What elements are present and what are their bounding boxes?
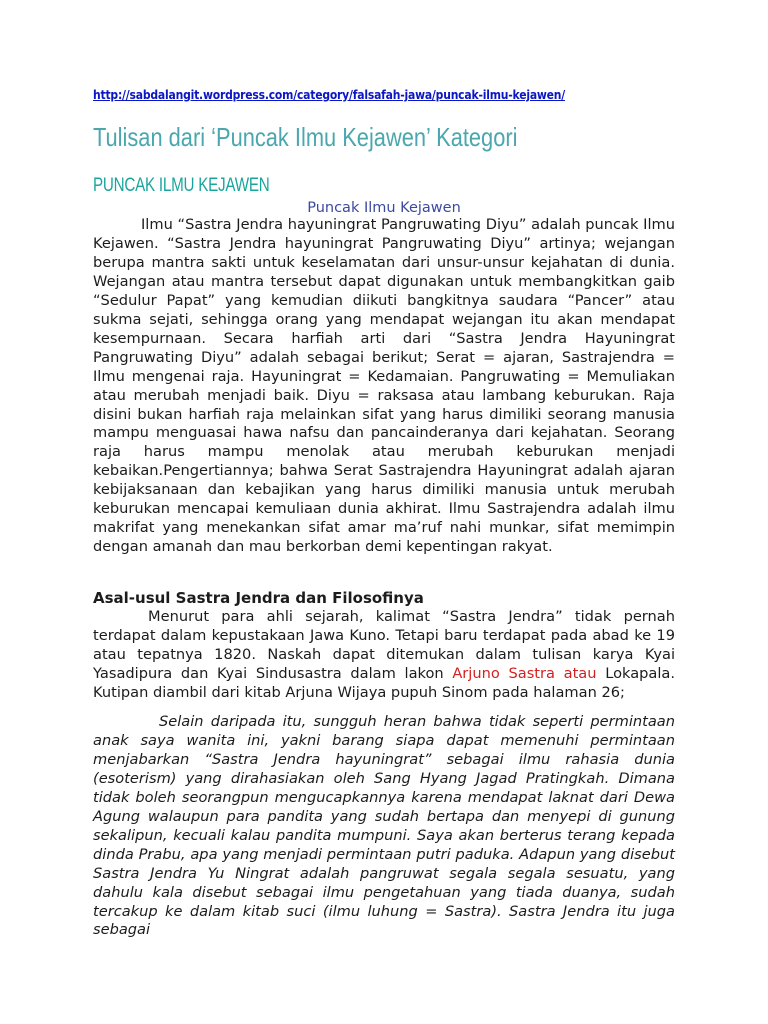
source-url-link[interactable]: http://sabdalangit.wordpress.com/category/falsafah-jawa/puncak-ilmu-kejawen/ (93, 88, 566, 102)
article-paragraph-3-quote (93, 713, 675, 940)
article-title: Puncak Ilmu Kejawen (307, 200, 461, 216)
section-heading: Asal-usul Sastra Jendra dan Filosofinya (93, 589, 424, 607)
paragraph-1-text: Ilmu “Sastra Jendra hayuningrat Pangruwating Diyu” adalah puncak Ilmu Kejawen. “Sastra Jendra hayuningrat Pangruwating Diyu” artinya; wejangan berupa mantra sakti untuk keselamatan dari unsur-unsur kejahatan di dunia. Wejangan atau mantra tersebut dapat digunakan untuk membangkitkan gaib “Sedulur Papat” yang kemudian diikuti bangkitnya saudara “Pancer” atau sukma sejati, sehingga orang yang mendapat wejangan itu akan mendapat kesempurnaan. Secara harfiah arti dari “Sastra Jendra Hayuningrat Pangruwating Diyu” adalah sebagai berikut; Serat = ajaran, Sastrajendra = Ilmu mengenai raja. Hayuningrat = Kedamaian. Pangruwating = Memuliakan atau merubah menjadi baik. Diyu = raksasa atau lambang keburukan. Raja disini bukan harfiah raja melainkan sifat yang harus dimiliki seorang manusia mampu menguasai hawa nafsu dan pancainderanya dari kejahatan. Seorang raja harus mampu menolak atau merubah keburukan menjadi kebaikan.Pengertiannya; bahwa Serat Sastrajendra Hayuningrat adalah ajaran kebijaksanaan dan kebajikan yang harus dimiliki manusia untuk merubah keburukan mencapai kemuliaan dunia akhirat. Ilmu Sastrajendra adalah ilmu makrifat yang menekankan sifat amar ma’ruf nahi munkar, sifat memimpin dengan amanah dan mau berkorban demi kepentingan rakyat. (93, 216, 675, 556)
paragraph-2-text-before: Menurut para ahli sejarah, kalimat “Sastra Jendra” tidak pernah terdapat dalam kepustakaan Jawa Kuno. Tetapi baru terdapat pada abad ke 19 atau tepatnya 1820. Naskah dapat ditemukan dalam tulisan karya Kyai Yasadipura dan Kyai Sindusastra dalam lakon (93, 608, 675, 682)
article-paragraph-1 (93, 216, 675, 557)
paragraph-3-text: Selain daripada itu, sungguh heran bahwa tidak seperti permintaan anak saya wanita ini, yakni barang siapa dapat memenuhi permintaan menjabarkan “Sastra Jendra hayuningrat” sebagai ilmu rahasia dunia (esoterism) yang dirahasiakan oleh Sang Hyang Jagad Pratingkah. Dimana tidak boleh seorangpun mengucapkannya karena mendapat laknat dari Dewa Agung walaupun para pandita yang sudah bertapa dan menyepi di gunung sekalipun, kecuali kalau pandita mumpuni. Saya akan berterus terang kepada dinda Prabu, apa yang menjadi permintaan putri paduka. Adapun yang disebut Sastra Jendra Yu Ningrat adalah pangruwat segala segala sesuatu, yang dahulu kala disebut sebagai ilmu pengetahuan yang tiada duanya, sudah tercakup ke dalam kitab suci (ilmu luhung = Sastra). Sastra Jendra itu juga sebagai (93, 713, 675, 939)
paragraph-2-text-after: Lokapala. Kutipan diambil dari kitab Arjuna Wijaya pupuh Sinom pada halaman 26; (93, 664, 675, 701)
category-title: PUNCAK ILMU KEJAWEN (93, 175, 270, 196)
page-title: Tulisan dari ‘Puncak Ilmu Kejawen’ Kategori (93, 122, 518, 152)
article-paragraph-2 (93, 608, 675, 703)
arjuno-sastra-link[interactable]: Arjuno Sastra atau (452, 664, 597, 682)
